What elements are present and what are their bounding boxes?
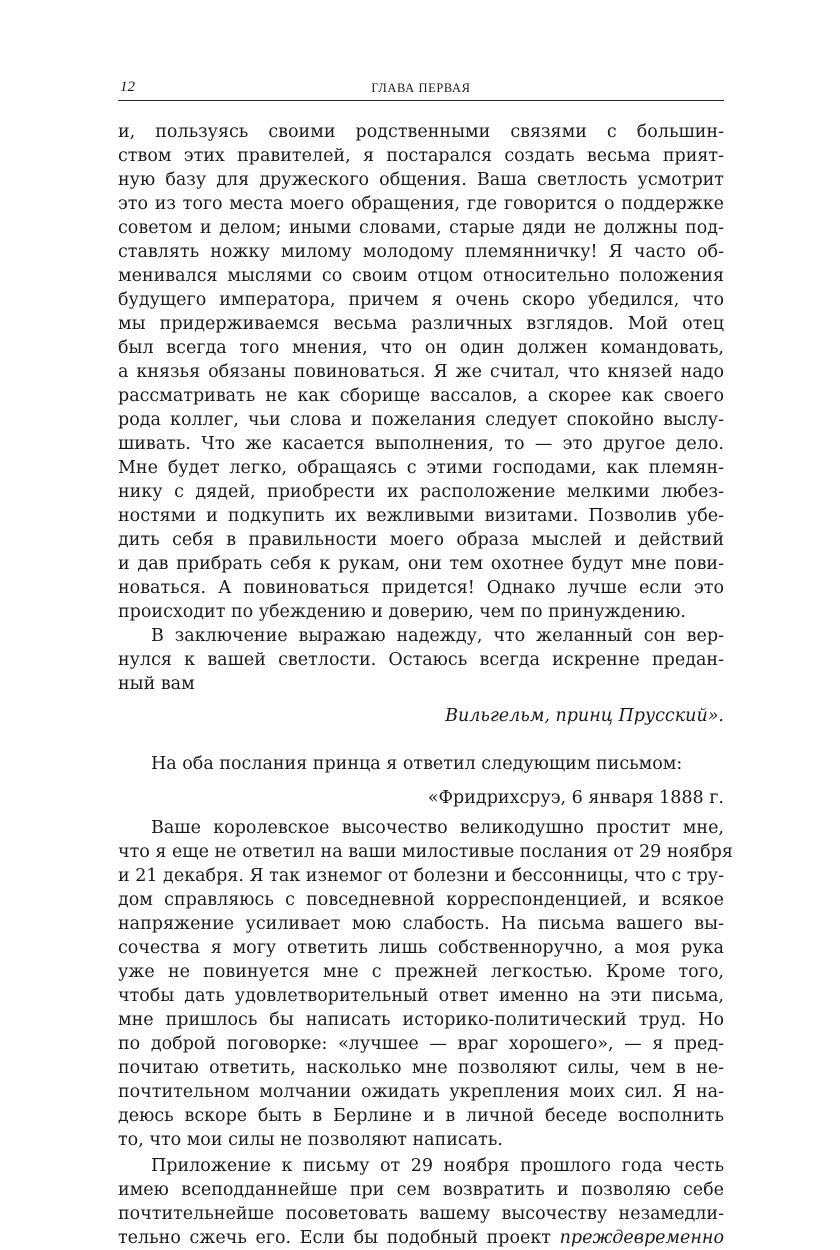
text-run: тельно сжечь его. Если бы подобный проект: [118, 1228, 551, 1248]
page-number: 12: [120, 79, 135, 95]
text-line: и дав прибрать себя к рукам, они тем охотнее будут мне пови-: [118, 554, 724, 574]
text-line: нику с дядей, приобрести их расположение мелкими любез-: [118, 482, 724, 502]
text-line: Приложение к письму от 29 ноября прошлого года честь: [151, 1156, 724, 1176]
text-line: ством этих правителей, я постарался создать весьма прият-: [118, 146, 724, 166]
text-line: почтительном молчании ожидать укрепления моих сил. Я на-: [118, 1082, 724, 1102]
text-line: ный вам: [118, 674, 195, 694]
signature: Вильгельм, принц Прусский».: [445, 706, 724, 726]
reply-intro: На оба послания принца я ответил следующим письмом:: [151, 754, 683, 774]
text-line: почитаю ответить, насколько мне позволяют силы, чем в не-: [118, 1058, 724, 1078]
text-line: ную базу для дружеского общения. Ваша светлость усмотрит: [118, 170, 724, 190]
text-line: менивался мыслями со своим отцом относительно положения: [118, 266, 724, 286]
text-line-with-italic: [118, 1226, 724, 1250]
text-line: дом справляюсь с повседневной корреспонденцией, и всякое: [118, 890, 724, 910]
text-line: сочества я могу ответить лишь собственноручно, а моя рука: [118, 938, 724, 958]
text-line: и, пользуясь своими родственными связями с большин-: [118, 122, 724, 142]
italic-word: преждевременно: [559, 1228, 724, 1248]
text-line: советом и делом; иными словами, старые дяди не должны под-: [118, 218, 724, 238]
text-line: новаться. А повиноваться придется! Однако лучше если это: [118, 578, 724, 598]
text-line: будущего императора, причем я очень скоро убедился, что: [118, 290, 724, 310]
text-line: ностями и подкупить их вежливыми визитами. Позволив убе-: [118, 506, 724, 526]
text-line: деюсь вскоре быть в Берлине и в личной беседе восполнить: [118, 1106, 724, 1126]
text-line: это из того места моего обращения, где говорится о поддержке: [118, 194, 724, 214]
text-line: мы придерживаемся весьма различных взглядов. Мой отец: [118, 314, 724, 334]
text-line: а князья обязаны повиноваться. Я же считал, что князей надо: [118, 362, 724, 382]
page-header: [118, 79, 724, 101]
text-line: имею всеподданнейше при сем возвратить и позволяю себе: [118, 1180, 724, 1200]
text-line: нулся к вашей светлости. Остаюсь всегда искренне предан-: [118, 650, 724, 670]
text-line: напряжение усиливает мою слабость. На письма вашего вы-: [118, 914, 724, 934]
text-line: происходит по убеждению и доверию, чем по принуждению.: [118, 602, 686, 622]
text-line: был всегда того мнения, что он один должен командовать,: [118, 338, 724, 358]
text-line: дить себя в правильности моего образа мыслей и действий: [118, 530, 724, 550]
text-line: и 21 декабря. Я так изнемог от болезни и бессонницы, что с тру-: [118, 866, 725, 886]
text-line: рассматривать не как сборище вассалов, а скорее как своего: [118, 386, 724, 406]
text-line: что я еще не ответил на ваши милостивые послания от 29 ноября: [118, 842, 733, 862]
text-line: по доброй поговорке: «лучшее — враг хорошего», — я пред-: [118, 1034, 724, 1054]
text-line: шивать. Что же касается выполнения, то — это другое дело.: [118, 434, 724, 454]
text-line: чтобы дать удовлетворительный ответ именно на эти письма,: [118, 986, 724, 1006]
text-line: Ваше королевское высочество великодушно простит мне,: [151, 818, 724, 838]
text-line: В заключение выражаю надежду, что желанный сон вер-: [151, 626, 724, 646]
text-line: почтительнейше посоветовать вашему высочеству незамедли-: [118, 1204, 724, 1224]
dateline: «Фридрихсруэ, 6 января 1888 г.: [427, 788, 724, 808]
text-line: мне пришлось бы написать историко-политический труд. Но: [118, 1010, 724, 1030]
text-line: ставлять ножку милому молодому племянничку! Я часто об-: [118, 242, 724, 262]
text-line: Мне будет легко, обращаясь с этими господами, как племян-: [118, 458, 724, 478]
text-line: то, что мои силы не позволяют написать.: [118, 1130, 503, 1150]
text-line: уже не повинуется мне с прежней легкостью. Кроме того,: [118, 962, 724, 982]
header-rule: [118, 100, 724, 101]
text-line: рода коллег, чьи слова и пожелания следует спокойно выслу-: [118, 410, 724, 430]
running-head: ГЛАВА ПЕРВАЯ: [371, 81, 471, 95]
